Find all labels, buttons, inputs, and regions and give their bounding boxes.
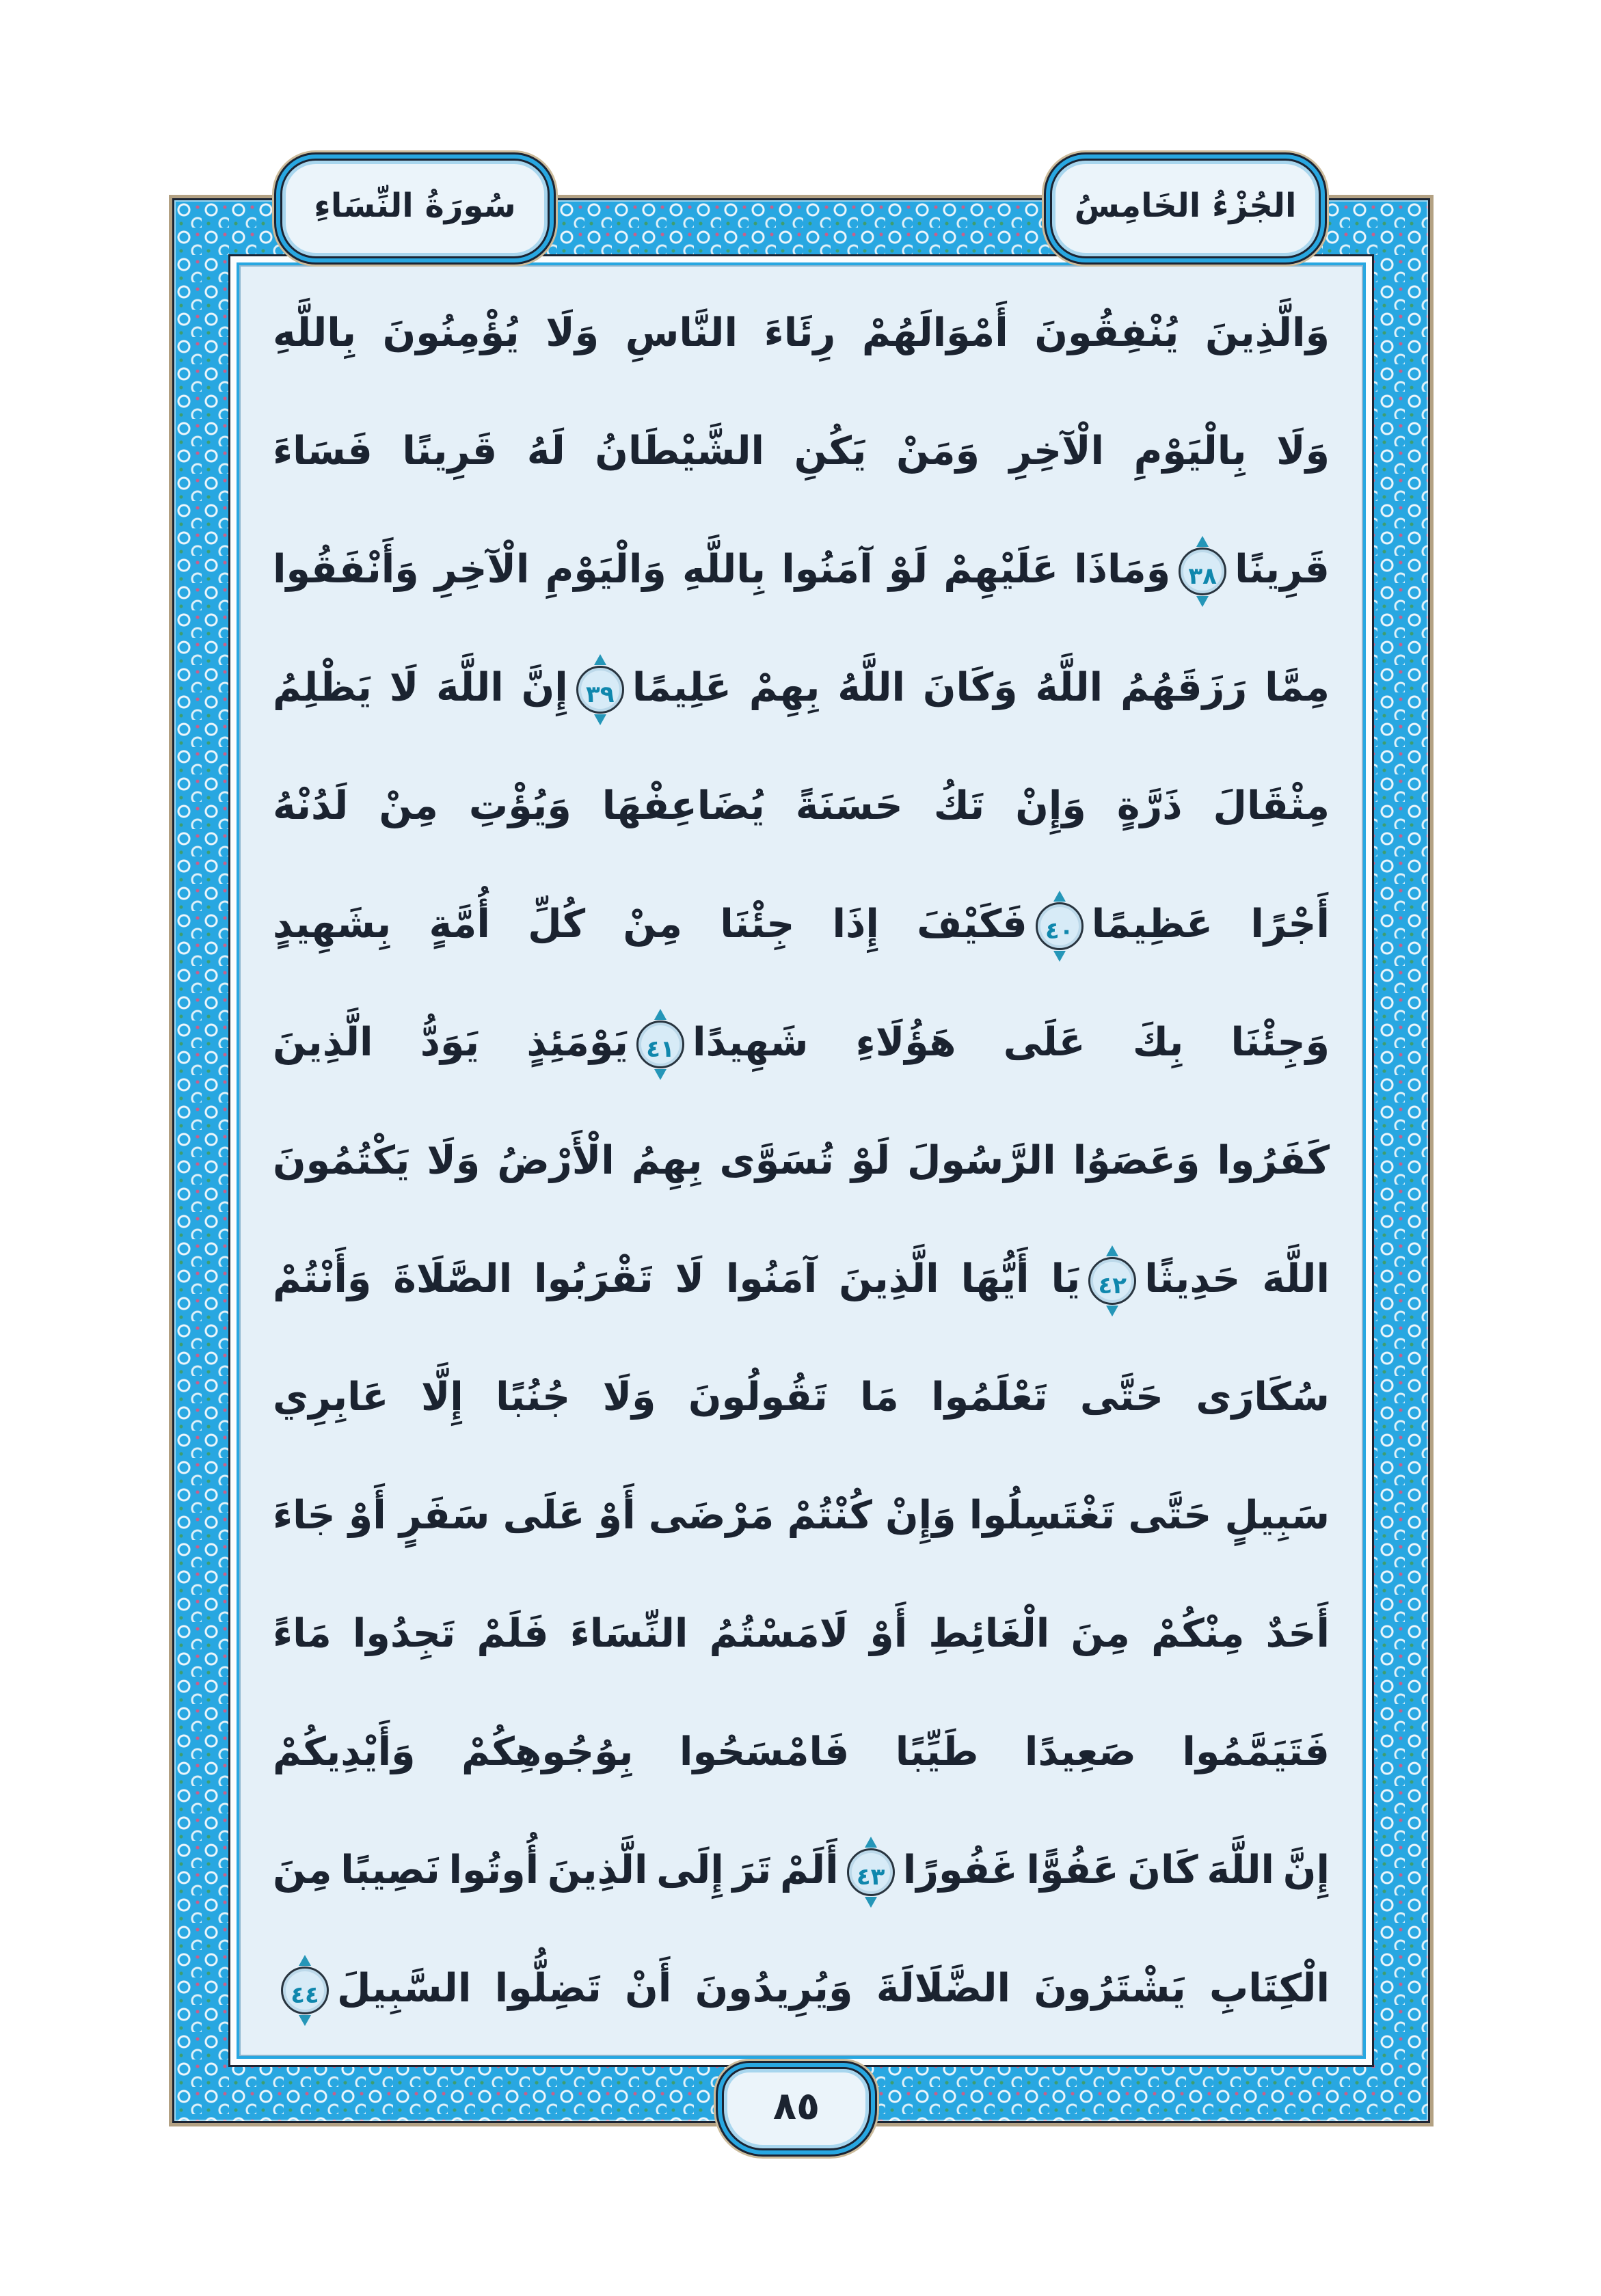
quran-line: [273, 868, 1330, 980]
ayah-text: فَتَيَمَّمُوا صَعِيدًا طَيِّبًا فَامْسَحُوا بِوُجُوهِكُمْ وَأَيْدِيكُمْ: [273, 1729, 1330, 1774]
decorative-border-frame: [172, 198, 1430, 2123]
ayah-marker: [576, 666, 624, 714]
surah-name-label: سُورَةُ النِّسَاءِ: [314, 187, 516, 225]
ayah-number: ٤١: [646, 1036, 675, 1064]
ayah-number: ٣٩: [586, 681, 615, 709]
quran-line: [273, 1223, 1330, 1335]
ayah-text: قَرِينًا: [1235, 547, 1330, 592]
ayah-text: إِنَّ اللَّهَ كَانَ عَفُوًّا غَفُورًا: [902, 1848, 1330, 1893]
ayah-number: ٤٣: [856, 1863, 885, 1891]
quran-line: [273, 1696, 1330, 1808]
ayah-text: أَحَدٌ مِنْكُمْ مِنَ الْغَائِطِ أَوْ لَامَسْتُمُ النِّسَاءَ فَلَمْ تَجِدُوا مَاءً: [273, 1611, 1330, 1656]
quran-line: [273, 1932, 1330, 2044]
ayah-text: وَمَاذَا عَلَيْهِمْ لَوْ آمَنُوا بِاللَّهِ وَالْيَوْمِ الْآخِرِ وَأَنْفَقُوا: [273, 547, 1171, 592]
ayah-marker: [1088, 1257, 1136, 1305]
quran-line: [273, 277, 1330, 389]
ayah-text: اللَّهَ حَدِيثًا: [1144, 1256, 1330, 1301]
content-panel: [228, 254, 1374, 2067]
page-number-cartouche: [722, 2067, 871, 2150]
ayah-text: كَفَرُوا وَعَصَوُا الرَّسُولَ لَوْ تُسَوَّى بِهِمُ الْأَرْضُ وَلَا يَكْتُمُونَ: [273, 1138, 1330, 1183]
quran-text-area: [273, 277, 1330, 2044]
quran-line: [273, 1341, 1330, 1453]
ayah-text: الْكِتَابِ يَشْتَرُونَ الضَّلَالَةَ وَيُرِيدُونَ أَنْ تَضِلُّوا السَّبِيلَ: [337, 1966, 1330, 2011]
quran-line: [273, 1459, 1330, 1571]
page-number-label: ٨٥: [772, 2083, 820, 2129]
ayah-text: يَوْمَئِذٍ يَوَدُّ الَّذِينَ: [273, 1020, 629, 1065]
ayah-text: فَكَيْفَ إِذَا جِئْنَا مِنْ كُلِّ أُمَّةٍ بِشَهِيدٍ: [272, 902, 1027, 947]
juz-name-cartouche: [1050, 159, 1321, 258]
ayah-text: وَجِئْنَا بِكَ عَلَى هَؤُلَاءِ شَهِيدًا: [692, 1020, 1330, 1065]
quran-line: [273, 632, 1330, 744]
ayah-text: وَالَّذِينَ يُنْفِقُونَ أَمْوَالَهُمْ رِئَاءَ النَّاسِ وَلَا يُؤْمِنُونَ بِاللَّهِ: [273, 310, 1330, 355]
quran-line: [273, 395, 1330, 507]
quran-line: [273, 1578, 1330, 1690]
ayah-text: وَلَا بِالْيَوْمِ الْآخِرِ وَمَنْ يَكُنِ الشَّيْطَانُ لَهُ قَرِينًا فَسَاءَ: [273, 429, 1330, 474]
ayah-text: أَجْرًا عَظِيمًا: [1091, 902, 1330, 947]
ayah-text: أَلَمْ تَرَ إِلَى الَّذِينَ أُوتُوا نَصِيبًا مِنَ: [273, 1848, 839, 1893]
ayah-number: ٤٢: [1098, 1272, 1127, 1300]
ayah-number: ٤٠: [1045, 917, 1074, 945]
ayah-marker: [1179, 548, 1226, 595]
ayah-text: سَبِيلٍ حَتَّى تَغْتَسِلُوا وَإِنْ كُنْتُمْ مَرْضَى أَوْ عَلَى سَفَرٍ أَوْ جَاءَ: [273, 1493, 1330, 1538]
juz-name-label: الجُزْءُ الخَامِسُ: [1074, 187, 1297, 225]
ayah-marker: [281, 1967, 329, 2014]
ayah-text: مِمَّا رَزَقَهُمُ اللَّهُ وَكَانَ اللَّهُ بِهِمْ عَلِيمًا: [632, 665, 1330, 710]
surah-name-cartouche: [280, 159, 550, 258]
ayah-number: ٣٨: [1188, 563, 1217, 591]
quran-line: [273, 750, 1330, 862]
ayah-marker: [1036, 902, 1084, 950]
quran-line: [273, 513, 1330, 625]
ayah-text: مِثْقَالَ ذَرَّةٍ وَإِنْ تَكُ حَسَنَةً يُضَاعِفْهَا وَيُؤْتِ مِنْ لَدُنْهُ: [273, 783, 1330, 828]
ayah-marker: [847, 1848, 895, 1896]
quran-line: [273, 986, 1330, 1098]
ayah-text: يَا أَيُّهَا الَّذِينَ آمَنُوا لَا تَقْرَبُوا الصَّلَاةَ وَأَنْتُمْ: [272, 1256, 1081, 1301]
quran-line: [273, 1814, 1330, 1926]
ayah-number: ٤٤: [291, 1982, 319, 2010]
ayah-text: سُكَارَى حَتَّى تَعْلَمُوا مَا تَقُولُونَ وَلَا جُنُبًا إِلَّا عَابِرِي: [273, 1375, 1330, 1420]
quran-line: [273, 1105, 1330, 1217]
ayah-marker: [636, 1021, 684, 1068]
ayah-text: إِنَّ اللَّهَ لَا يَظْلِمُ: [273, 665, 568, 710]
